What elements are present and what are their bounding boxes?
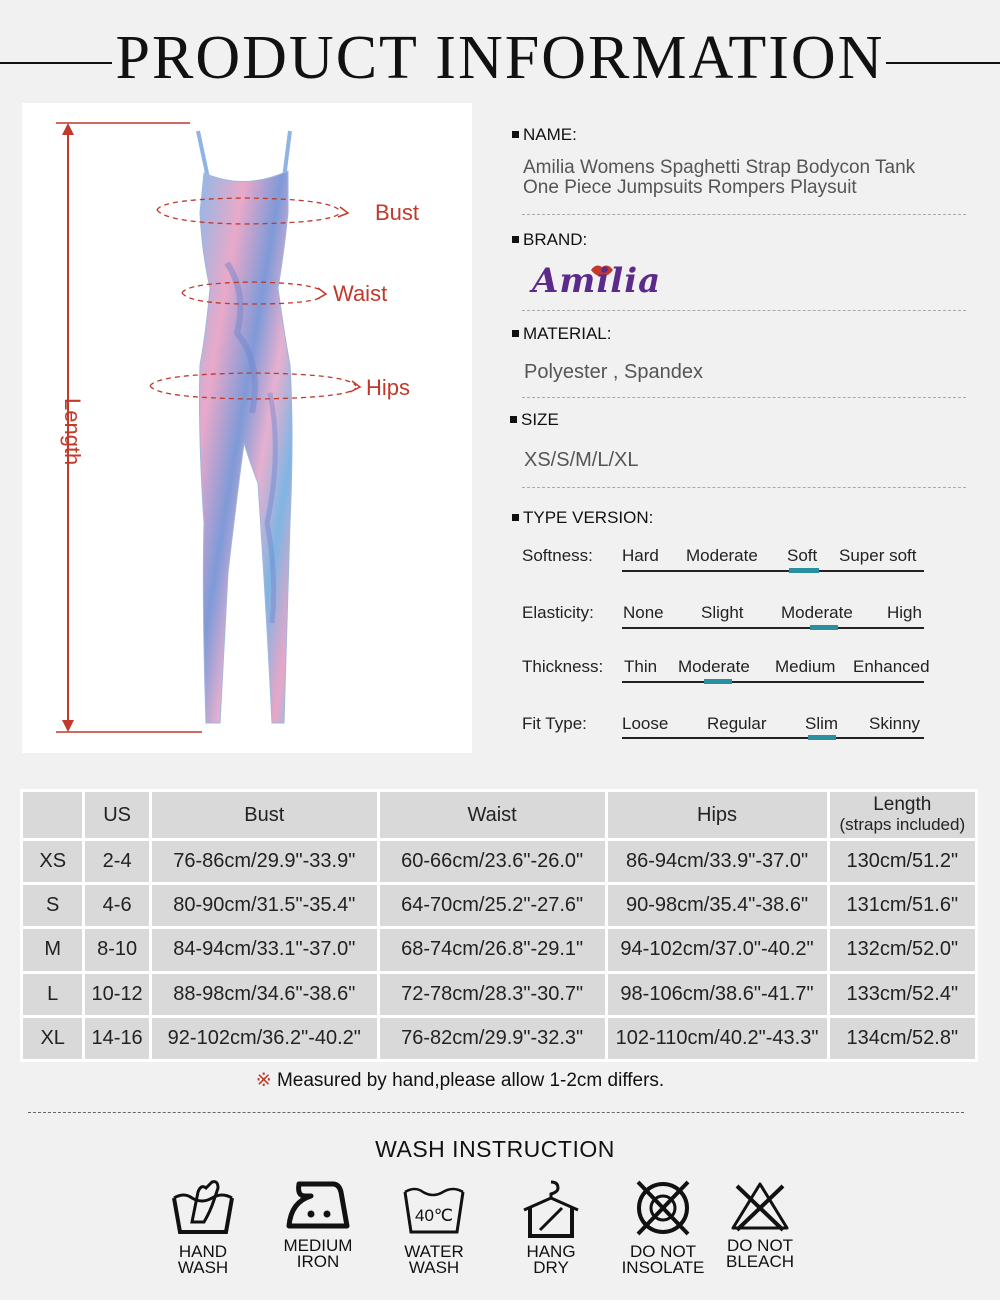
- table-cell: 76-82cm/29.9"-32.3": [380, 1018, 605, 1059]
- hang-dry-icon: [516, 1178, 586, 1240]
- waist-label: Waist: [333, 281, 388, 306]
- table-cell: 133cm/52.4": [830, 974, 975, 1015]
- table-cell: 134cm/52.8": [830, 1018, 975, 1059]
- elasticity-selected-marker: [810, 625, 838, 630]
- softness-scale-line: [622, 570, 924, 572]
- wash-instruction-title: WASH INSTRUCTION: [375, 1136, 615, 1162]
- table-row: [23, 974, 975, 1015]
- water-wash: [374, 1178, 494, 1276]
- header-cell-length: [830, 792, 975, 838]
- fit-type-option: Regular: [707, 714, 767, 733]
- table-cell: 60-66cm/23.6"-26.0": [380, 841, 605, 882]
- fit-type-option: Slim: [805, 714, 839, 733]
- hand-wash: [143, 1178, 263, 1276]
- do-not-bleach-icon: [725, 1178, 795, 1234]
- fit-type-option: Loose: [622, 714, 669, 733]
- size-value: XS/S/M/L/XL: [524, 449, 639, 471]
- table-cell: S: [23, 885, 82, 926]
- water-wash-label: WATER WASH: [404, 1242, 464, 1277]
- table-cell: 94-102cm/37.0"-40.2": [608, 929, 827, 970]
- table-cell: 98-106cm/38.6"-41.7": [608, 974, 827, 1015]
- measurement-note: [0, 1069, 920, 1092]
- table-cell: 14-16: [85, 1018, 148, 1059]
- water-temp-text: 40℃: [414, 1206, 454, 1225]
- size-chart-table: [20, 789, 978, 1062]
- fit-type-selected-marker: [808, 735, 836, 740]
- table-cell: M: [23, 929, 82, 970]
- medium-iron-icon: [283, 1178, 353, 1234]
- table-cell: 72-78cm/28.3"-30.7": [380, 974, 605, 1015]
- table-header-row: [23, 792, 975, 838]
- table-row: [23, 929, 975, 970]
- table-cell: 131cm/51.6": [830, 885, 975, 926]
- fit-type-scale-line: [622, 737, 924, 739]
- table-cell: 130cm/51.2": [830, 841, 975, 882]
- table-row: [23, 885, 975, 926]
- elasticity-option: High: [887, 603, 922, 622]
- table-cell: 10-12: [85, 974, 148, 1015]
- note-text: Measured by hand,please allow 1-2cm differs.: [271, 1070, 665, 1091]
- material-value: Polyester , Spandex: [524, 361, 703, 383]
- fit-type-option: Skinny: [869, 714, 921, 733]
- table-cell: 92-102cm/36.2"-40.2": [152, 1018, 377, 1059]
- table-row: [23, 1018, 975, 1059]
- hips-label: Hips: [366, 375, 411, 400]
- thickness-scale-line: [622, 681, 924, 683]
- brand-logo: [530, 259, 700, 303]
- do-not-bleach-label: DO NOT BLEACH: [725, 1236, 795, 1271]
- product-name-line1: Amilia Womens Spaghetti Strap Bodycon Tank: [523, 157, 916, 178]
- product-name-line2: One Piece Jumpsuits Rompers Playsuit: [523, 177, 857, 198]
- header-cell: Waist: [380, 792, 605, 838]
- softness-option: Super soft: [839, 546, 917, 565]
- softness-option: Moderate: [686, 546, 758, 565]
- elasticity-label: Elasticity:: [522, 603, 594, 622]
- table-cell: 68-74cm/26.8"-29.1": [380, 929, 605, 970]
- water-wash-icon: [399, 1178, 469, 1240]
- medium-iron: [258, 1178, 378, 1270]
- thickness-selected-marker: [704, 679, 732, 684]
- brand-logo-text: Amilia: [532, 261, 662, 301]
- table-cell: 88-98cm/34.6"-38.6": [152, 974, 377, 1015]
- separator: [522, 487, 966, 488]
- elasticity-option: Moderate: [781, 603, 853, 622]
- name-heading: NAME:: [512, 125, 577, 145]
- table-cell: 8-10: [85, 929, 148, 970]
- section-divider: [28, 1112, 964, 1113]
- header-cell: Hips: [608, 792, 827, 838]
- softness-option: Soft: [787, 546, 818, 565]
- bust-label: Bust: [375, 200, 420, 225]
- hang-dry-label: HANG DRY: [526, 1242, 576, 1277]
- header-cell: [23, 792, 82, 838]
- thickness-label: Thickness:: [522, 657, 604, 676]
- length-header: Length: [873, 794, 932, 815]
- table-cell: 90-98cm/35.4"-38.6": [608, 885, 827, 926]
- table-cell: 4-6: [85, 885, 148, 926]
- size-heading: SIZE: [510, 410, 559, 430]
- separator: [522, 214, 966, 215]
- header-cell: US: [85, 792, 148, 838]
- thickness-option: Thin: [624, 657, 658, 676]
- length-label: Length: [60, 398, 85, 466]
- thickness-option: Medium: [775, 657, 836, 676]
- thickness-option: Moderate: [678, 657, 750, 676]
- material-heading: MATERIAL:: [512, 324, 611, 344]
- do-not-insolate-label: DO NOT INSOLATE: [621, 1242, 705, 1277]
- note-mark: ※: [255, 1070, 272, 1091]
- brand-heading: BRAND:: [512, 230, 587, 250]
- table-cell: 80-90cm/31.5"-35.4": [152, 885, 377, 926]
- table-cell: 86-94cm/33.9"-37.0": [608, 841, 827, 882]
- page-title: PRODUCT INFORMATION: [115, 24, 885, 92]
- elasticity-option: None: [623, 603, 664, 622]
- table-cell: 132cm/52.0": [830, 929, 975, 970]
- table-cell: 2-4: [85, 841, 148, 882]
- table-cell: L: [23, 974, 82, 1015]
- softness-selected-marker: [789, 568, 819, 573]
- thickness-option: Enhanced: [853, 657, 930, 676]
- softness-option: Hard: [622, 546, 659, 565]
- table-cell: XS: [23, 841, 82, 882]
- hand-wash-label: HAND WASH: [177, 1242, 229, 1277]
- table-row: [23, 841, 975, 882]
- title-rule-right: [886, 62, 1000, 64]
- hand-wash-icon: [168, 1178, 238, 1240]
- table-cell: 76-86cm/29.9"-33.9": [152, 841, 377, 882]
- softness-label: Softness:: [522, 546, 593, 565]
- header-cell: Bust: [152, 792, 377, 838]
- table-cell: 84-94cm/33.1"-37.0": [152, 929, 377, 970]
- medium-iron-label: MEDIUM IRON: [283, 1236, 353, 1271]
- separator: [522, 310, 966, 311]
- table-cell: 102-110cm/40.2"-43.3": [608, 1018, 827, 1059]
- length-subheader: (straps included): [839, 815, 966, 834]
- do-not-insolate-icon: [628, 1178, 698, 1240]
- separator: [522, 397, 966, 398]
- fit-type-label: Fit Type:: [522, 714, 587, 733]
- elasticity-scale-line: [622, 627, 924, 629]
- type-version-heading: TYPE VERSION:: [512, 508, 653, 528]
- elasticity-option: Slight: [701, 603, 744, 622]
- table-cell: 64-70cm/25.2"-27.6": [380, 885, 605, 926]
- hang-dry: [491, 1178, 611, 1276]
- table-cell: XL: [23, 1018, 82, 1059]
- do-not-bleach: [700, 1178, 820, 1270]
- product-photo: [22, 103, 472, 753]
